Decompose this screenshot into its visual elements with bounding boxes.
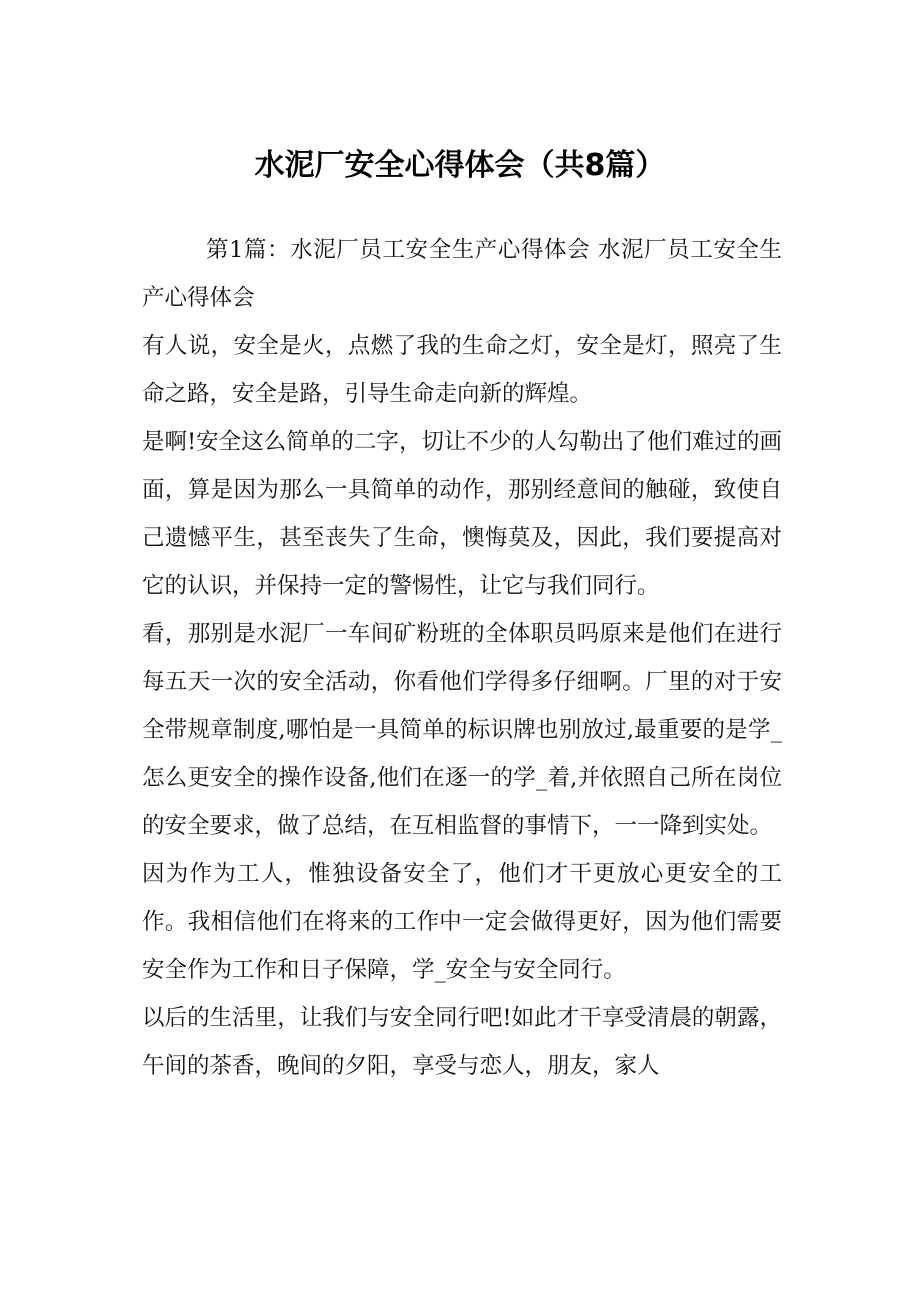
paragraph: 看，那别是水泥厂一车间矿粉班的全体职员吗原来是他们在进行每五天一次的安全活动，你看他们学得多仔细啊。厂里的对于安全带规章制度,哪怕是一具简单的标识牌也别放过,最重要的是学_怎么更安全的操作设备,他们在逐一的学_着,并依照自己所在岗位的安全要求，做了总结，在互相监督的事情下，一一降到实处。 [142, 621, 782, 839]
paragraph: 是啊!安全这么简单的二字，切让不少的人勾勒出了他们难过的画面，算是因为那么一具简单的动作，那别经意间的触碰，致使自己遗憾平生，甚至丧失了生命，懊悔莫及，因此，我们要提高对它的认识，并保持一定的警惕性，让它与我们同行。 [142, 429, 782, 599]
paragraph: 因为作为工人，惟独设备安全了，他们才干更放心更安全的工作。我相信他们在将来的工作中一定会做得更好，因为他们需要安全作为工作和日子保障，学_安全与安全同行。 [142, 861, 782, 983]
document-title: 水泥厂安全心得体会（共8篇） [254, 148, 666, 183]
document-body [142, 226, 782, 1090]
paragraph-chapter-heading: 第1篇：水泥厂员工安全生产心得体会 水泥厂员工安全生产心得体会 [142, 237, 782, 311]
paragraph: 以后的生活里，让我们与安全同行吧!如此才干享受清晨的朝露，午间的茶香，晚间的夕阳，享受与恋人，朋友，家人 [142, 1005, 782, 1079]
paragraph: 有人说，安全是火，点燃了我的生命之灯，安全是灯，照亮了生命之路，安全是路，引导生命走向新的辉煌。 [142, 333, 782, 407]
